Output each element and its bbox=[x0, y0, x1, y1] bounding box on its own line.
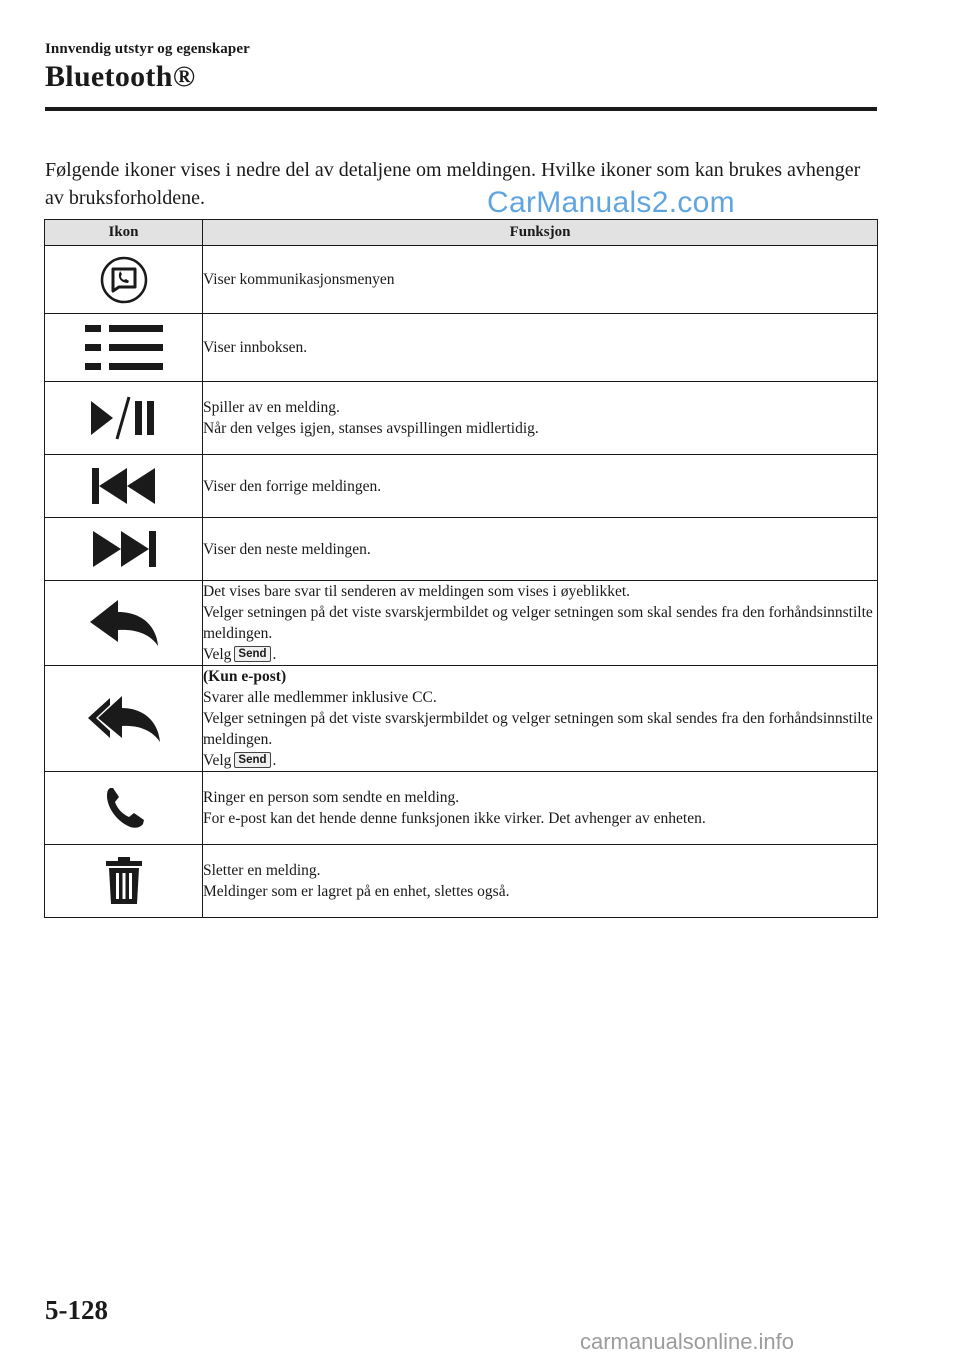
reply-icon bbox=[88, 598, 160, 648]
table-row bbox=[45, 772, 878, 845]
function-cell bbox=[203, 581, 878, 666]
icon-cell bbox=[45, 581, 203, 666]
table-row bbox=[45, 314, 878, 382]
icon-cell bbox=[45, 314, 203, 382]
table-row bbox=[45, 845, 878, 918]
function-cell bbox=[203, 845, 878, 918]
table-row bbox=[45, 666, 878, 772]
icon-column-header: Ikon bbox=[45, 220, 203, 246]
function-cell bbox=[203, 772, 878, 845]
function-cell bbox=[203, 314, 878, 382]
function-text: Ringer en person som sendte en melding. bbox=[203, 789, 460, 806]
function-cell bbox=[203, 518, 878, 581]
table-row bbox=[45, 581, 878, 666]
phone-call-icon bbox=[102, 786, 146, 830]
table-row bbox=[45, 455, 878, 518]
icon-cell bbox=[45, 455, 203, 518]
function-text: Spiller av en melding. bbox=[203, 399, 340, 416]
select-prefix: Velg bbox=[203, 752, 232, 769]
select-suffix: . bbox=[272, 646, 277, 663]
function-text: For e-post kan det hende denne funksjonen ikke virker. Det avhenger av enheten. bbox=[203, 810, 706, 827]
function-text: Viser innboksen. bbox=[203, 339, 308, 356]
icon-table bbox=[44, 219, 878, 918]
function-cell bbox=[203, 455, 878, 518]
function-cell bbox=[203, 246, 878, 314]
select-suffix: . bbox=[272, 752, 277, 769]
function-column-header: Funksjon bbox=[203, 220, 878, 246]
table-header-row bbox=[45, 220, 878, 246]
function-cell bbox=[203, 666, 878, 772]
icon-cell bbox=[45, 845, 203, 918]
title-rule bbox=[45, 107, 877, 111]
intro-paragraph: Følgende ikoner vises i nedre del av detaljene om meldingen. Hvilke ikoner som kan brukes avhenger av bruksforholdene. bbox=[45, 159, 861, 209]
function-text: Meldinger som er lagret på en enhet, slettes også. bbox=[203, 883, 510, 900]
trash-icon bbox=[104, 856, 144, 906]
function-text: Når den velges igjen, stanses avspillingen midlertidig. bbox=[203, 420, 539, 437]
page-number: 5-128 bbox=[45, 1295, 108, 1325]
function-text: Viser kommunikasjonsmenyen bbox=[203, 271, 395, 288]
function-text: Viser den neste meldingen. bbox=[203, 540, 371, 558]
function-cell bbox=[203, 382, 878, 455]
previous-track-icon bbox=[91, 467, 157, 505]
function-text: Velger setningen på det viste svarskjermbildet og velger setningen som skal sendes fra den forhåndsinnstilte meldingen. bbox=[203, 710, 873, 748]
communication-menu-icon bbox=[99, 255, 149, 305]
icon-cell bbox=[45, 382, 203, 455]
footer-watermark: carmanualsonline.info bbox=[580, 1329, 795, 1354]
play-pause-icon bbox=[89, 395, 159, 441]
email-only-note: (Kun e-post) bbox=[203, 668, 287, 685]
function-text: Velger setningen på det viste svarskjermbildet og velger setningen som skal sendes fra den forhåndsinnstilte meldingen. bbox=[203, 604, 873, 642]
function-text: Det vises bare svar til senderen av meldingen som vises i øyeblikket. bbox=[203, 583, 631, 600]
inbox-list-icon bbox=[84, 323, 164, 373]
table-row bbox=[45, 246, 878, 314]
icon-cell bbox=[45, 666, 203, 772]
send-button: Send bbox=[234, 752, 270, 768]
table-row bbox=[45, 382, 878, 455]
icon-cell bbox=[45, 518, 203, 581]
watermark: CarManuals2.com bbox=[487, 186, 735, 219]
table-row bbox=[45, 518, 878, 581]
function-text: Sletter en melding. bbox=[203, 862, 321, 879]
function-text: Svarer alle medlemmer inklusive CC. bbox=[203, 689, 437, 706]
send-button: Send bbox=[234, 646, 270, 662]
select-instruction bbox=[203, 644, 877, 665]
next-track-icon bbox=[91, 530, 157, 568]
select-prefix: Velg bbox=[203, 646, 232, 663]
function-text: Viser den forrige meldingen. bbox=[203, 477, 382, 495]
section-label: Innvendig utstyr og egenskaper bbox=[45, 41, 250, 57]
page-title: Bluetooth® bbox=[45, 60, 196, 93]
icon-cell bbox=[45, 246, 203, 314]
select-instruction bbox=[203, 750, 877, 771]
reply-all-icon bbox=[86, 694, 162, 744]
icon-cell bbox=[45, 772, 203, 845]
